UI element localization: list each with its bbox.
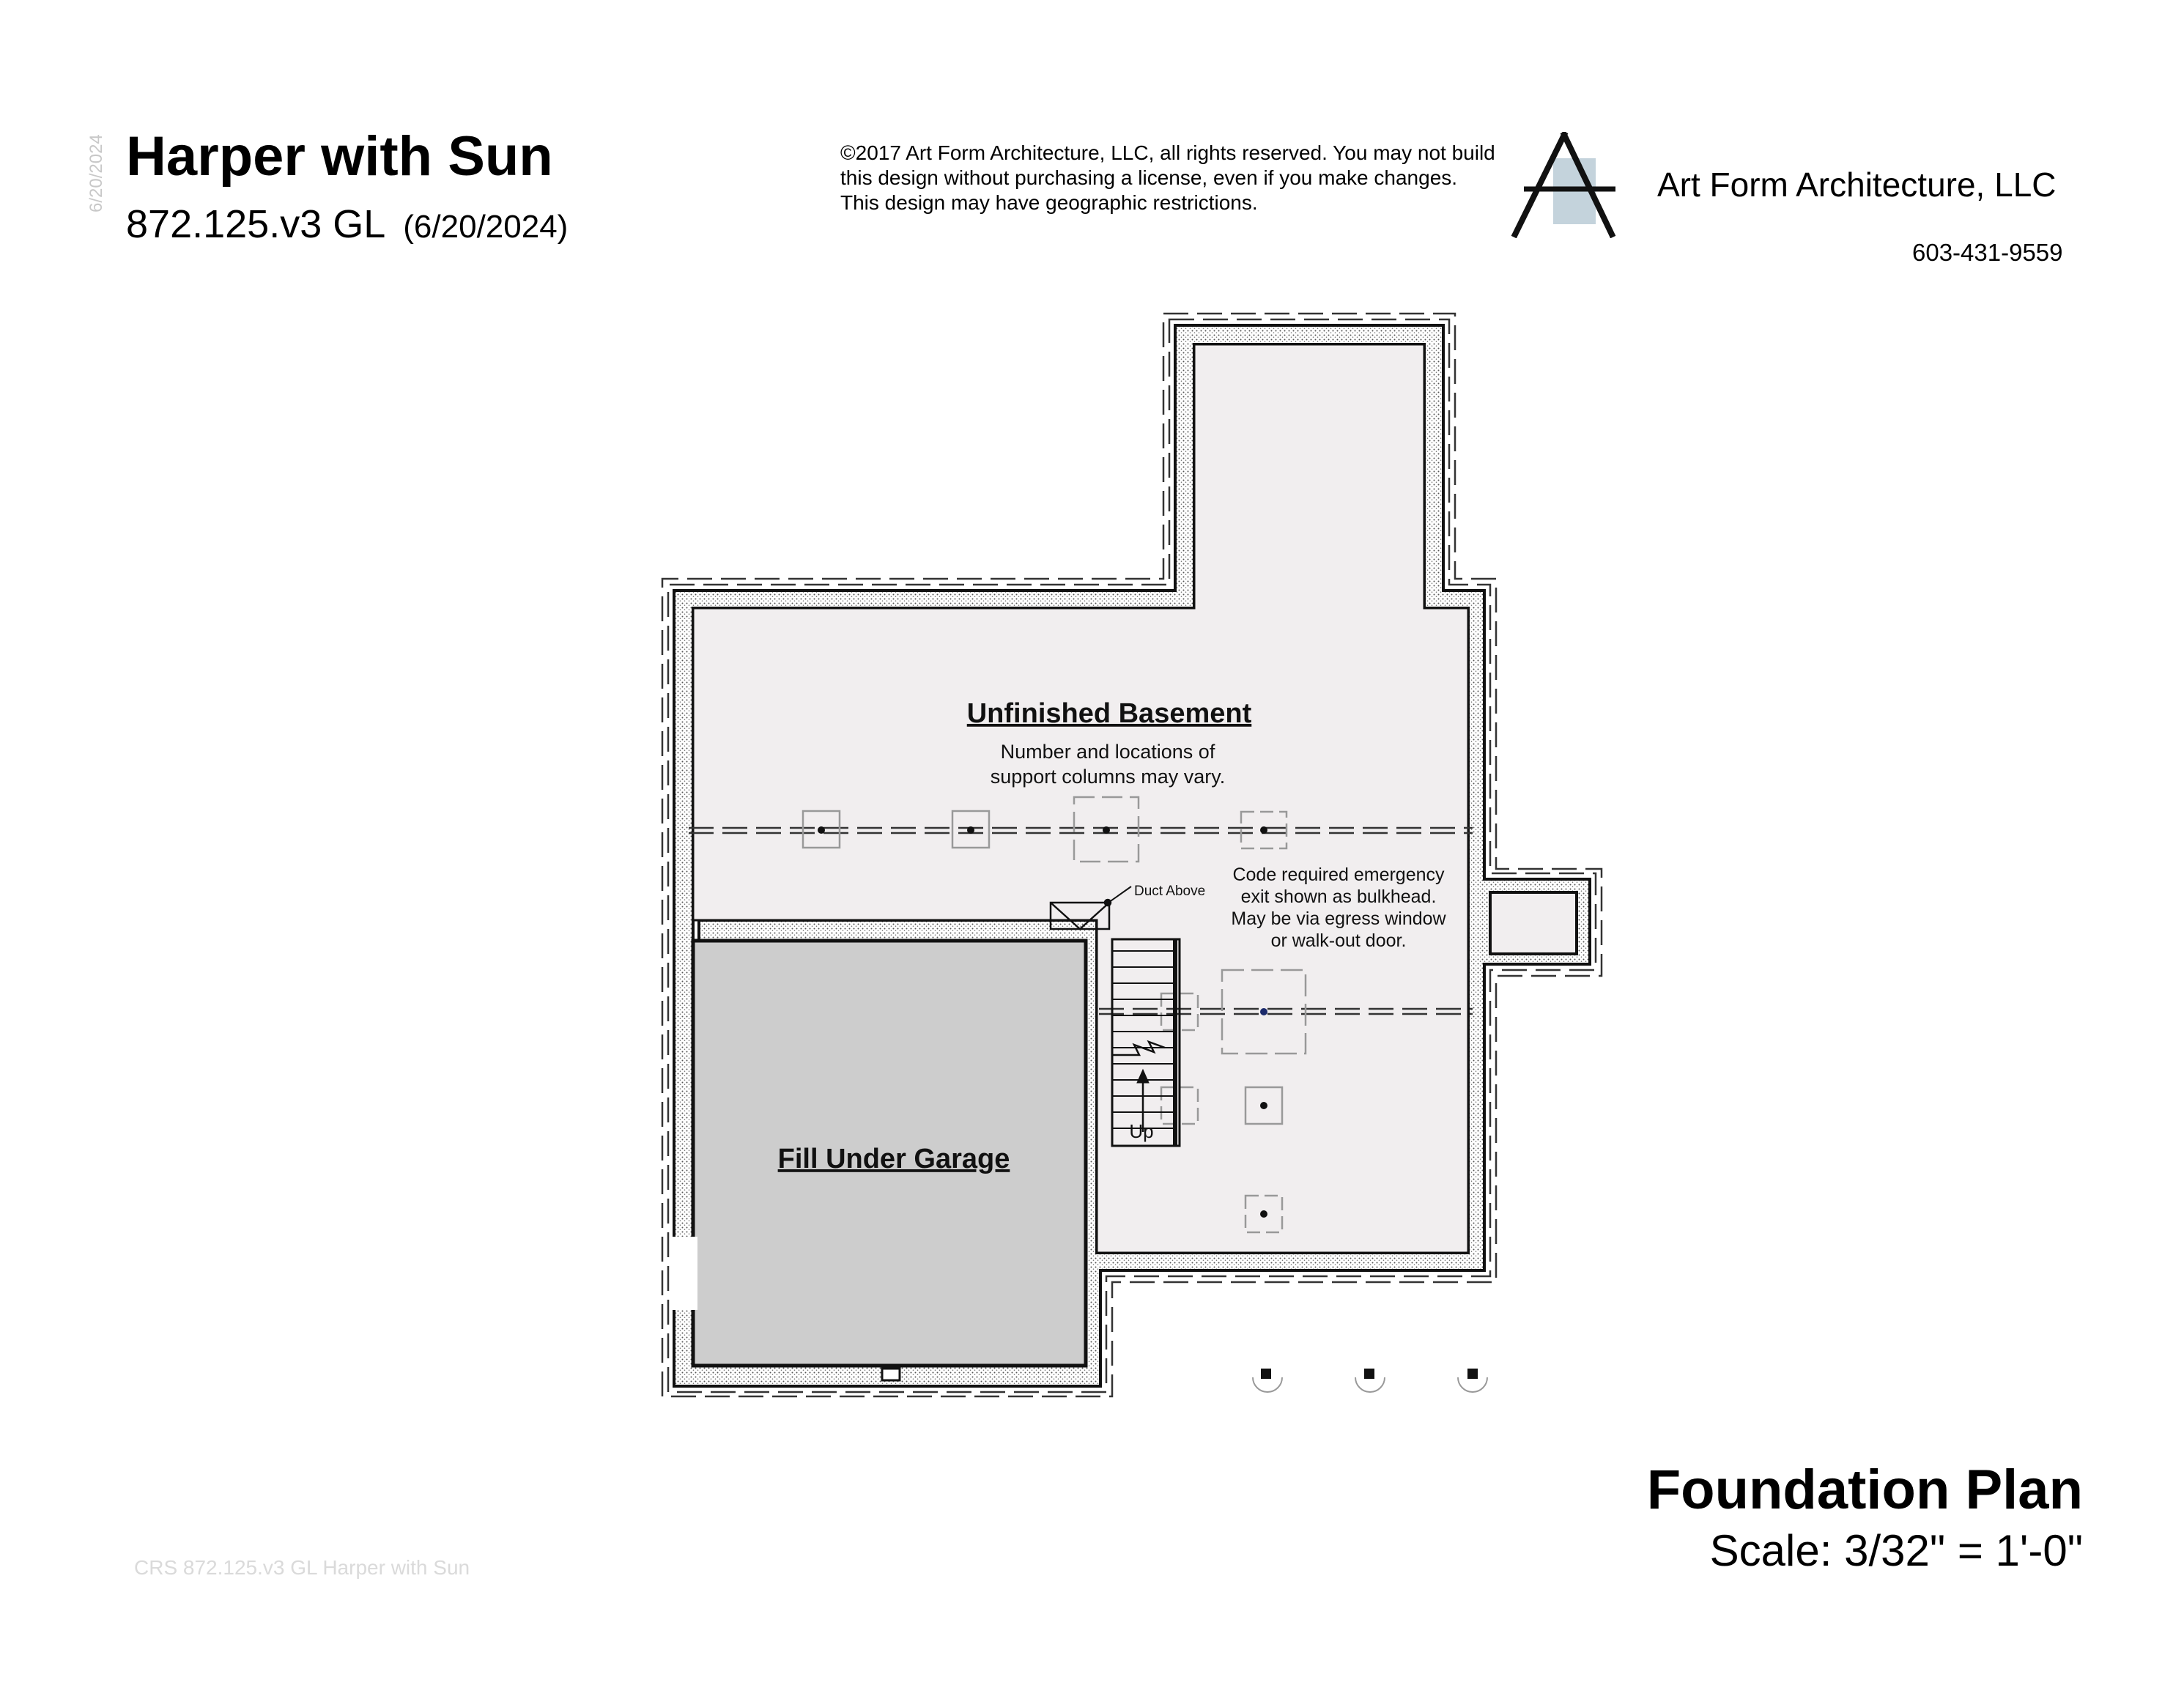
basement-label: Unfinished Basement [966,698,1252,729]
plan-title: Harper with Sun [126,125,553,188]
egress-note-line1: Code required emergency [1232,865,1445,885]
egress-note-line3: May be via egress window [1231,908,1446,929]
duct-label: Duct Above [1134,884,1206,899]
plan-number: 872.125.v3 GL [126,202,386,246]
egress-note-line4: or walk-out door. [1270,930,1407,951]
sheet-title: Foundation Plan [1646,1459,2083,1521]
firm-name: Art Form Architecture, LLC [1657,166,2057,204]
side-date: 6/20/2024 [86,134,106,212]
bulkhead [1490,892,1577,954]
egress-note-line2: exit shown as bulkhead. [1240,886,1437,907]
columns-note-line2: support columns may vary. [990,766,1226,788]
footer-reference: CRS 872.125.v3 GL Harper with Sun [134,1556,470,1579]
plan-date: (6/20/2024) [403,209,569,245]
columns-note-line1: Number and locations of [1000,741,1215,763]
garage-label: Fill Under Garage [777,1144,1010,1174]
copyright-notice: ©2017 Art Form Architecture, LLC, all rights reserved. You may not build this design without purchasing a license, even if you make changes. This design may have geographic restrictions. [840,141,1495,214]
stair-label: Up [1129,1120,1154,1142]
deck-piers [1253,1377,1487,1392]
drawing-scale: Scale: 3/32" = 1'-0" [1709,1526,2083,1575]
firm-phone: 603-431-9559 [1912,239,2063,266]
